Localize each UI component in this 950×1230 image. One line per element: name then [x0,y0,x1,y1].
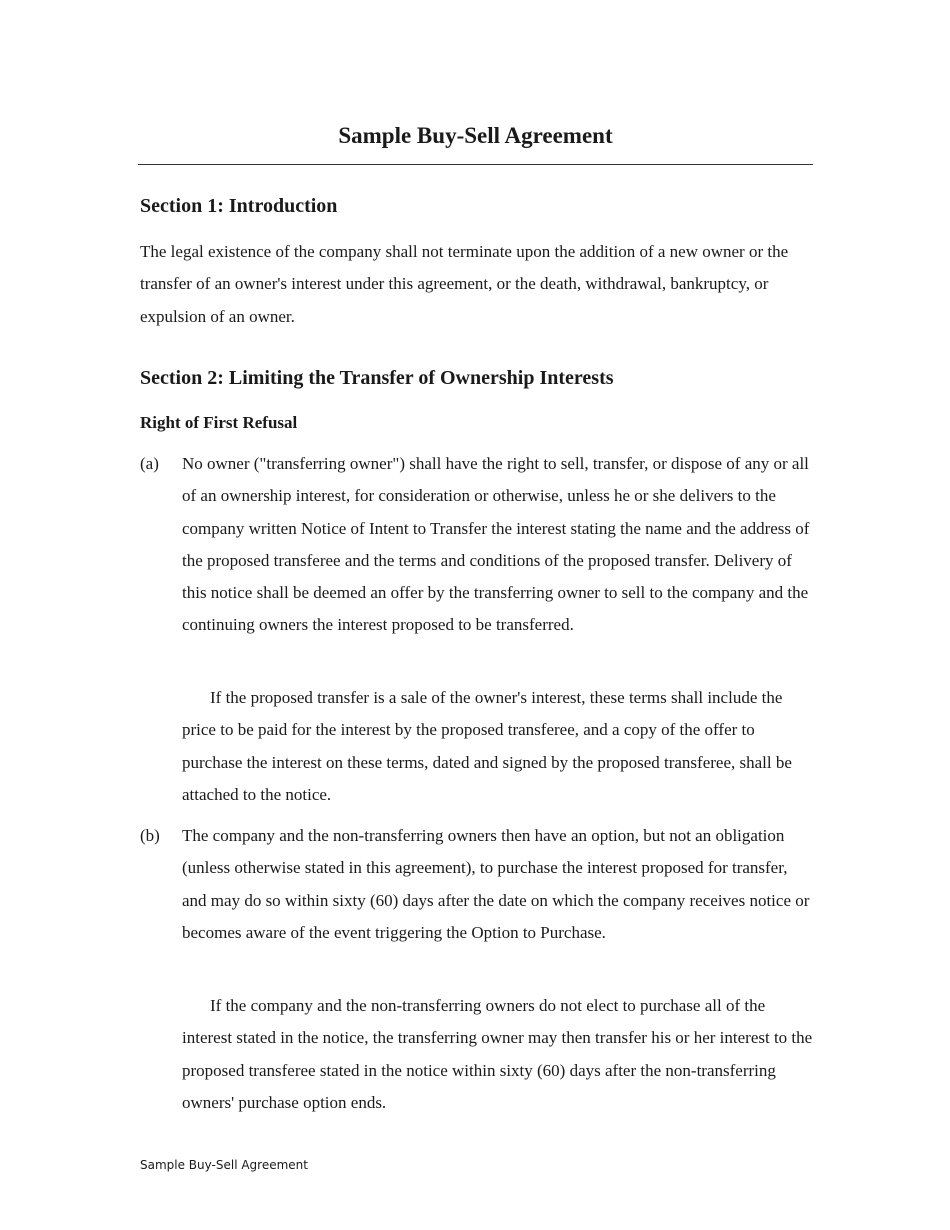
item-a-paragraph-2: If the proposed transfer is a sale of the owner's interest, these terms shall include the price to be paid for the interest by the proposed transferee, and a copy of the offer to purchase the interest on these terms, dated and signed by the proposed transferee, shall be attached to the notice. [182,688,792,804]
item-b-paragraph-2: If the company and the non-transferring owners do not elect to purchase all of the interest stated in the notice, the transferring owner may then transfer his or her interest to the proposed transferee stated in the notice within sixty (60) days after the non-transferring owners' purchase option ends. [182,996,813,1112]
document-title: Sample Buy-Sell Agreement [338,123,613,148]
section-1-heading: Section 1: Introduction [140,195,338,217]
item-a-paragraph-1: No owner ("transferring owner") shall have the right to sell, transfer, or dispose of any or all of an ownership interest, for consideration or otherwise, unless he or she delivers to the company written Notice of Intent to Transfer the interest stating the name and the address of the proposed transferee and the terms and conditions of the proposed transfer. Delivery of this notice shall be deemed an offer by the transferring owner to sell to the company and the continuing owners the interest proposed to be transferred. [182,454,810,635]
page-footer: Sample Buy-Sell Agreement [140,1158,308,1172]
title-divider [138,164,813,165]
right-of-first-refusal-heading: Right of First Refusal [140,413,298,432]
section-1-body: The legal existence of the company shall not terminate upon the addition of a new owner or the transfer of an owner's interest under this agreement, or the death, withdrawal, bankruptcy, or expulsion of an owner. [140,242,789,326]
item-b-paragraph-1: The company and the non-transferring owners then have an option, but not an obligation (unless otherwise stated in this agreement), to purchase the interest proposed for transfer, and may do so within sixty (60) days after the date on which the company receives notice or becomes aware of the event triggering the Option to Purchase. [182,826,810,942]
item-a-marker: (a) [140,454,159,473]
item-b-marker: (b) [140,826,160,845]
section-2-heading: Section 2: Limiting the Transfer of Ownership Interests [140,367,614,389]
